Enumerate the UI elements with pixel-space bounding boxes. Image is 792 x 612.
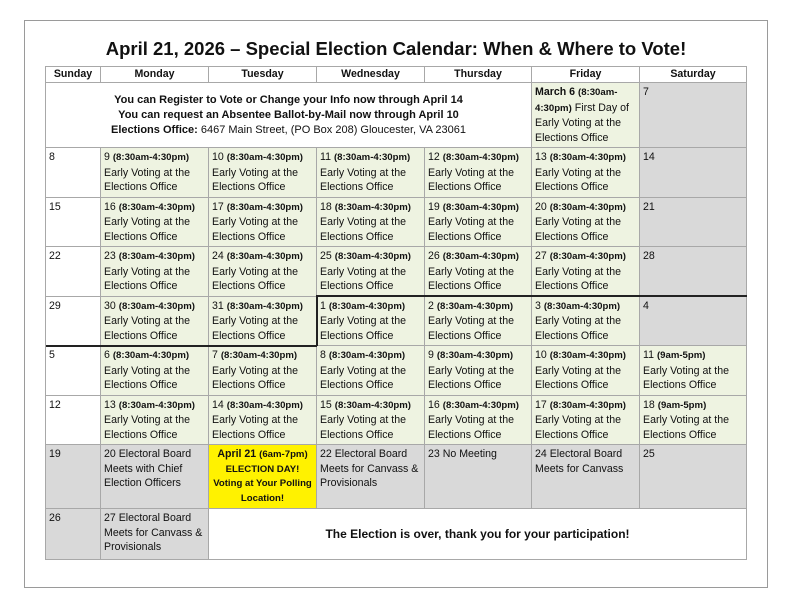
- day-cell-saturday: [640, 445, 747, 509]
- day-event: Early Voting at the Elections Office: [320, 166, 406, 193]
- absentee-deadline: You can request an Absentee Ballot-by-Mail now through April 10: [118, 108, 459, 121]
- day-number: 11: [320, 151, 331, 163]
- day-event: Early Voting at the Elections Office: [104, 265, 190, 292]
- day-event: Early Voting at the Elections Office: [320, 315, 406, 342]
- day-hours: (8:30am-4:30pm): [334, 251, 411, 262]
- day-event: Early Voting at the Elections Office: [320, 216, 406, 243]
- day-event: Early Voting at the Elections Office: [320, 265, 406, 292]
- day-cell-saturday: [640, 83, 747, 148]
- day-hours: (8:30am-4:30pm): [334, 399, 411, 411]
- day-event: Early Voting at the Elections Office: [320, 414, 406, 441]
- day-number: 19: [49, 448, 61, 460]
- day-hours: (8:30am-4:30pm): [442, 399, 519, 411]
- day-number: 17: [212, 200, 224, 213]
- day-hours: (8:30am-4:30pm): [118, 201, 195, 213]
- month-boundary-line: [316, 295, 318, 346]
- office-address: [49, 123, 528, 138]
- day-hours: (8:30am-4:30pm): [328, 300, 406, 312]
- election-hours: (6am-7pm): [259, 449, 308, 460]
- day-event: Early Voting at the Elections Office: [643, 364, 729, 391]
- day-cell-tuesday: [209, 395, 317, 445]
- day-hours: (8:30am-4:30pm): [112, 152, 190, 163]
- day-cell-monday: [101, 395, 209, 445]
- day-hours: (8:30am-4:30pm): [226, 300, 303, 312]
- day-number: 18: [320, 200, 332, 213]
- day-number: 24: [212, 250, 224, 262]
- day-number: 14: [643, 151, 655, 163]
- day-cell-wednesday: [317, 395, 425, 445]
- day-number: 22: [49, 250, 61, 262]
- day-event: Early Voting at the Elections Office: [104, 414, 190, 441]
- day-cell-tuesday: [209, 148, 317, 198]
- day-event: Early Voting at the Elections Office: [535, 414, 621, 441]
- day-cell-monday: [101, 346, 209, 396]
- day-event: Early Voting at the Elections Office: [428, 265, 514, 292]
- election-day-cell: [209, 445, 317, 509]
- day-number: 10: [535, 349, 547, 361]
- day-number: 1: [320, 299, 326, 312]
- day-hours: (8:30am-4:30pm): [118, 399, 195, 411]
- day-cell-friday: [532, 445, 640, 509]
- day-cell-saturday: [640, 296, 747, 346]
- day-cell-sunday: [46, 197, 101, 247]
- day-hours: (8:30am-4:30pm): [334, 201, 411, 213]
- day-cell-friday: [532, 148, 640, 198]
- day-number: 8: [49, 151, 55, 163]
- day-hours: (8:30am-4:30pm): [442, 251, 519, 262]
- day-number: 7: [212, 349, 218, 361]
- day-number: 5: [49, 349, 55, 361]
- day-cell-thursday: [425, 346, 532, 396]
- day-hours: (8:30am-4:30pm): [549, 350, 626, 361]
- day-cell-saturday: [640, 247, 747, 297]
- day-number: 4: [643, 299, 649, 312]
- day-cell-tuesday: [209, 247, 317, 297]
- day-hours: (8:30am-4:30pm): [226, 201, 303, 213]
- day-hours: (8:30am-4:30pm): [549, 201, 626, 213]
- day-event: Early Voting at the Elections Office: [320, 364, 406, 391]
- day-hours: (8:30am-4:30pm): [118, 251, 195, 262]
- day-number: 21: [643, 200, 655, 213]
- day-cell-thursday: [425, 197, 532, 247]
- day-event: Early Voting at the Elections Office: [104, 216, 190, 243]
- day-event: Early Voting at the Elections Office: [535, 265, 621, 292]
- day-event: Early Voting at the Elections Office: [535, 315, 621, 342]
- day-event: Early Voting at the Elections Office: [428, 364, 514, 391]
- day-hours: (8:30am-4:30pm): [442, 152, 519, 163]
- day-event: 24 Electoral Board Meets for Canvass: [535, 448, 624, 475]
- day-number: 9: [428, 349, 434, 361]
- day-number: 13: [535, 151, 547, 163]
- day-hours: (8:30am-4:30pm): [543, 300, 621, 312]
- day-event: Early Voting at the Elections Office: [535, 216, 621, 243]
- day-cell-monday: [101, 509, 209, 560]
- day-hours: (9am-5pm): [656, 350, 706, 361]
- day-number: 7: [643, 86, 649, 98]
- day-number: 26: [428, 250, 440, 262]
- day-event: First Day of Early Voting at the Elections Office: [535, 101, 629, 144]
- header-monday: Monday: [101, 67, 209, 83]
- day-cell-friday: [532, 247, 640, 297]
- day-number: 26: [49, 512, 61, 524]
- day-cell-wednesday: [317, 296, 425, 346]
- day-event: Early Voting at the Elections Office: [428, 414, 514, 441]
- day-number: 12: [428, 151, 440, 163]
- month-boundary-line: [46, 345, 317, 347]
- election-day-date: [212, 447, 313, 463]
- day-cell-monday: [101, 247, 209, 297]
- day-cell-sunday: [46, 148, 101, 198]
- day-hours: (8:30am-4:30pm): [112, 350, 190, 361]
- day-cell-sunday: [46, 296, 101, 346]
- day-number: 6: [104, 349, 110, 361]
- week-row-3: [46, 197, 747, 247]
- week-row-1: [46, 83, 747, 148]
- day-number: 2: [428, 299, 434, 312]
- day-number: 16: [428, 398, 440, 411]
- day-event: Early Voting at the Elections Office: [428, 166, 514, 193]
- day-cell-monday: [101, 296, 209, 346]
- day-number: 25: [643, 448, 655, 460]
- week-row-7: [46, 395, 747, 445]
- day-cell-saturday: [640, 346, 747, 396]
- day-cell-sunday: [46, 247, 101, 297]
- day-number: 23: [104, 250, 116, 262]
- day-number: 15: [320, 398, 332, 411]
- day-cell-saturday: [640, 148, 747, 198]
- office-label: Elections Office:: [110, 123, 198, 136]
- day-event: Early Voting at the Elections Office: [212, 265, 298, 292]
- office-address-text: 6467 Main Street, (PO Box 208) Gloucester, VA 23061: [200, 123, 467, 136]
- header-tuesday: Tuesday: [209, 67, 317, 83]
- page-title: April 21, 2026 – Special Election Calendar: When & Where to Vote!: [105, 38, 687, 59]
- day-cell-monday: [101, 197, 209, 247]
- day-event: Early Voting at the Elections Office: [104, 315, 190, 342]
- day-cell-thursday: [425, 296, 532, 346]
- day-cell-monday: [101, 445, 209, 509]
- day-number: 17: [535, 398, 547, 411]
- day-number: 18: [643, 398, 655, 411]
- day-date: March 6: [535, 86, 576, 98]
- day-hours: (9am-5pm): [657, 399, 707, 411]
- day-number: 13: [104, 398, 116, 411]
- election-date: April 21: [217, 448, 257, 460]
- day-number: 28: [643, 250, 655, 262]
- day-number: 14: [212, 398, 224, 411]
- day-event: Early Voting at the Elections Office: [212, 414, 298, 441]
- header-friday: Friday: [532, 67, 640, 83]
- day-event: Early Voting at the Elections Office: [535, 166, 621, 193]
- day-cell-wednesday: [317, 346, 425, 396]
- day-hours: (8:30am-4:30pm): [118, 300, 195, 312]
- day-event: Early Voting at the Elections Office: [428, 315, 514, 342]
- day-hours: (8:30am-4:30pm): [226, 152, 303, 163]
- day-event: Early Voting at the Elections Office: [428, 216, 514, 243]
- day-number: 29: [49, 299, 61, 312]
- election-calendar: [45, 66, 747, 560]
- day-cell-sunday: [46, 395, 101, 445]
- day-cell-saturday: [640, 395, 747, 445]
- week-row-2: [46, 148, 747, 198]
- day-event: Early Voting at the Elections Office: [212, 364, 298, 391]
- day-event: Early Voting at the Elections Office: [212, 216, 298, 243]
- day-hours: (8:30am-4:30pm): [436, 300, 514, 312]
- day-cell-tuesday: [209, 197, 317, 247]
- day-number: 30: [104, 299, 116, 312]
- day-cell-wednesday: [317, 247, 425, 297]
- header-sunday: Sunday: [46, 67, 101, 83]
- day-cell-wednesday: [317, 197, 425, 247]
- day-number: 16: [104, 200, 116, 213]
- election-day-label: ELECTION DAY!: [225, 463, 300, 475]
- closing-message: The Election is over, thank you for your participation!: [209, 509, 747, 560]
- day-hours: (8:30am-4:30pm): [549, 251, 626, 262]
- day-number: 10: [212, 151, 224, 163]
- day-number: 25: [320, 250, 332, 262]
- day-cell-monday: [101, 148, 209, 198]
- day-number: 15: [49, 200, 61, 213]
- header-wednesday: Wednesday: [317, 67, 425, 83]
- day-hours: (8:30am-4:30pm): [328, 350, 406, 361]
- day-cell-wednesday: [317, 148, 425, 198]
- day-number: 27: [535, 250, 547, 262]
- day-number: 11: [643, 349, 654, 361]
- election-polling-note: Voting at Your Polling Location!: [213, 478, 312, 504]
- day-number: 20: [535, 200, 547, 213]
- registration-info: [46, 83, 532, 148]
- day-event: 23 No Meeting: [428, 448, 497, 460]
- day-hours: (8:30am-4:30pm): [442, 201, 519, 213]
- day-number: 12: [49, 398, 61, 411]
- day-event: Early Voting at the Elections Office: [104, 364, 190, 391]
- day-hours: (8:30am-4:30pm): [333, 152, 411, 163]
- week-row-4: [46, 247, 747, 297]
- day-event: 22 Electoral Board Meets for Canvass & Provisionals: [320, 448, 419, 489]
- day-hours: (8:30am-4:30pm): [436, 350, 514, 361]
- week-row-8: [46, 445, 747, 509]
- day-hours: (8:30am-4:30pm): [226, 251, 303, 262]
- weekday-header-row: [46, 67, 747, 83]
- day-cell-tuesday: [209, 346, 317, 396]
- day-event: 20 Electoral Board Meets with Chief Election Officers: [104, 448, 192, 489]
- day-cell-friday: [532, 395, 640, 445]
- day-cell-sunday: [46, 509, 101, 560]
- day-hours: (8:30am-4:30pm): [226, 399, 303, 411]
- day-number: 9: [104, 151, 110, 163]
- day-number: 31: [212, 299, 224, 312]
- day-hours: (8:30am-4:30pm): [535, 87, 618, 114]
- day-event: Early Voting at the Elections Office: [643, 414, 729, 441]
- day-cell-sunday: [46, 445, 101, 509]
- day-hours: (8:30am-4:30pm): [549, 399, 626, 411]
- header-saturday: Saturday: [640, 67, 747, 83]
- day-hours: (8:30am-4:30pm): [549, 152, 626, 163]
- month-boundary-line: [317, 295, 747, 297]
- day-cell-wednesday: [317, 445, 425, 509]
- day-cell-friday: [532, 197, 640, 247]
- day-cell-saturday: [640, 197, 747, 247]
- day-event: Early Voting at the Elections Office: [104, 166, 190, 193]
- week-row-5: [46, 296, 747, 346]
- day-hours: (8:30am-4:30pm): [220, 350, 298, 361]
- day-event: Early Voting at the Elections Office: [212, 166, 298, 193]
- day-event: 27 Electoral Board Meets for Canvass & Provisionals: [104, 512, 203, 553]
- day-cell-thursday: [425, 445, 532, 509]
- day-cell-friday: [532, 296, 640, 346]
- day-cell-friday: [532, 346, 640, 396]
- register-deadline: You can Register to Vote or Change your Info now through April 14: [114, 93, 463, 106]
- day-number: 3: [535, 299, 541, 312]
- day-cell-thursday: [425, 247, 532, 297]
- day-event: Early Voting at the Elections Office: [535, 364, 621, 391]
- week-row-9: [46, 509, 747, 560]
- day-cell-tuesday: [209, 296, 317, 346]
- day-event: Early Voting at the Elections Office: [212, 315, 298, 342]
- header-thursday: Thursday: [425, 67, 532, 83]
- day-number: 19: [428, 200, 440, 213]
- day-cell-thursday: [425, 395, 532, 445]
- day-cell-thursday: [425, 148, 532, 198]
- day-cell-sunday: [46, 346, 101, 396]
- day-number: 8: [320, 349, 326, 361]
- day-cell-march-6: [532, 83, 640, 148]
- week-row-6: [46, 346, 747, 396]
